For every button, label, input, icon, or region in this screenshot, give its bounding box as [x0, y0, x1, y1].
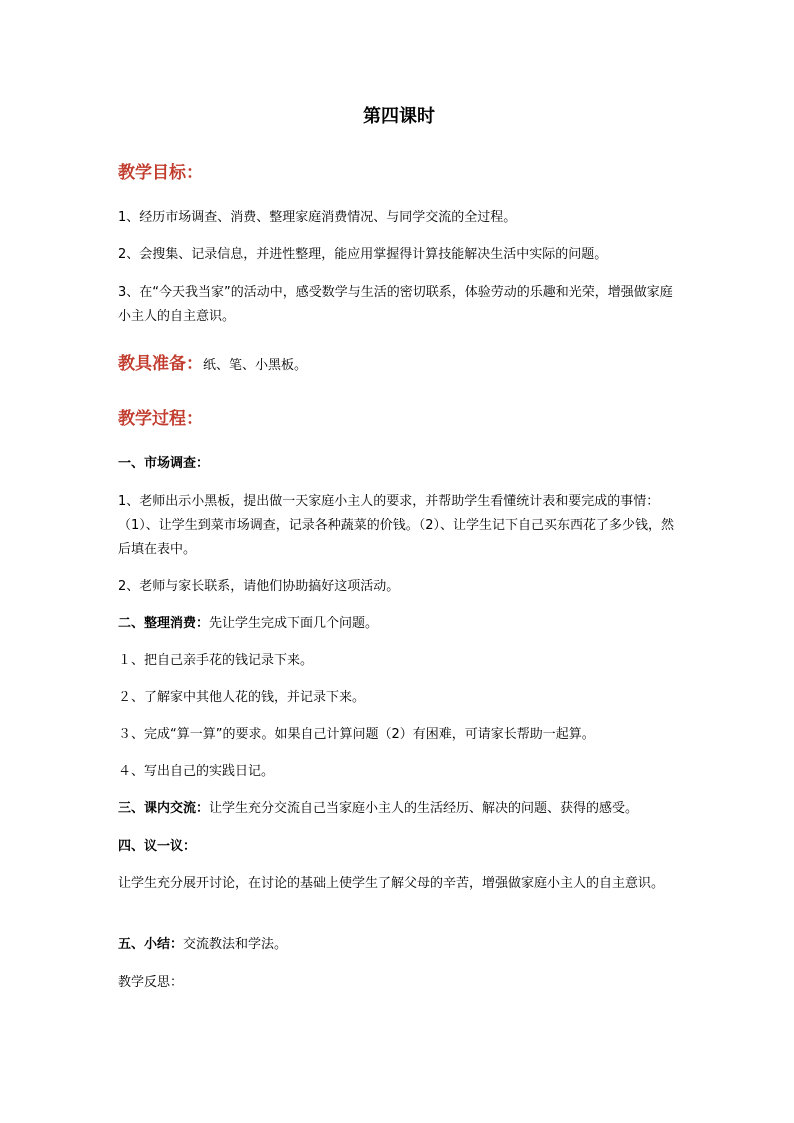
sec2-item: ３、完成“算一算”的要求。如果自己计算问题（2）有困难，可请家长帮助一起算。 — [118, 727, 595, 742]
sec2-item: ２、了解家中其他人花的钱，并记录下来。 — [118, 690, 366, 705]
sec3-heading: 三、课内交流： — [118, 801, 210, 816]
sec1-paragraph: 2、老师与家长联系，请他们协助搞好这项活动。 — [118, 579, 400, 594]
tools-heading: 教具准备： — [118, 354, 203, 374]
sec2-item: ４、写出自己的实践日记。 — [118, 764, 275, 779]
sec3-text: 让学生充分交流自己当家庭小主人的生活经历、解决的问题、获得的感受。 — [209, 801, 639, 816]
sec1-paragraph: 1、老师出示小黑板，提出做一天家庭小主人的要求，并帮助学生看懂统计表和要完成的事情：（1）、让学生到菜市场调查，记录各种蔬菜的价钱。（2）、让学生记下自己买东西花了多少钱，然后填在表中。 — [118, 494, 675, 557]
sec5-line — [118, 933, 680, 957]
objectives-heading: 教学目标： — [118, 163, 203, 183]
reflection-label: 教学反思： — [118, 975, 184, 990]
tools-text: 纸、笔、小黑板。 — [203, 358, 308, 373]
sec2-item: １、把自己亲手花的钱记录下来。 — [118, 653, 314, 668]
sec4-heading: 四、议一议： — [118, 839, 197, 854]
objective-item: 3、在“今天我当家”的活动中，感受数学与生活的密切联系，体验劳动的乐趣和光荣，增强做家庭小主人的自主意识。 — [118, 285, 673, 324]
sec2-text: 先让学生完成下面几个问题。 — [209, 616, 379, 631]
sec1-heading: 一、市场调查： — [118, 456, 210, 471]
sec2-heading: 二、整理消费： — [118, 616, 210, 631]
sec5-text: 交流教法和学法。 — [183, 937, 288, 952]
sec2-line — [118, 612, 680, 636]
sec5-heading: 五、小结： — [118, 937, 184, 952]
sec3-line — [118, 797, 680, 821]
sec4-text: 让学生充分展开讨论，在讨论的基础上使学生了解父母的辛苦，增强做家庭小主人的自主意识。 — [118, 876, 665, 891]
process-heading: 教学过程： — [118, 409, 203, 429]
page-title: 第四课时 — [363, 106, 435, 127]
objective-item: 2、会搜集、记录信息，并进性整理，能应用掌握得计算技能解决生活中实际的问题。 — [118, 247, 608, 262]
tools-section — [118, 352, 307, 378]
objective-item: 1、经历市场调查、消费、整理家庭消费情况、与同学交流的全过程。 — [118, 210, 517, 225]
